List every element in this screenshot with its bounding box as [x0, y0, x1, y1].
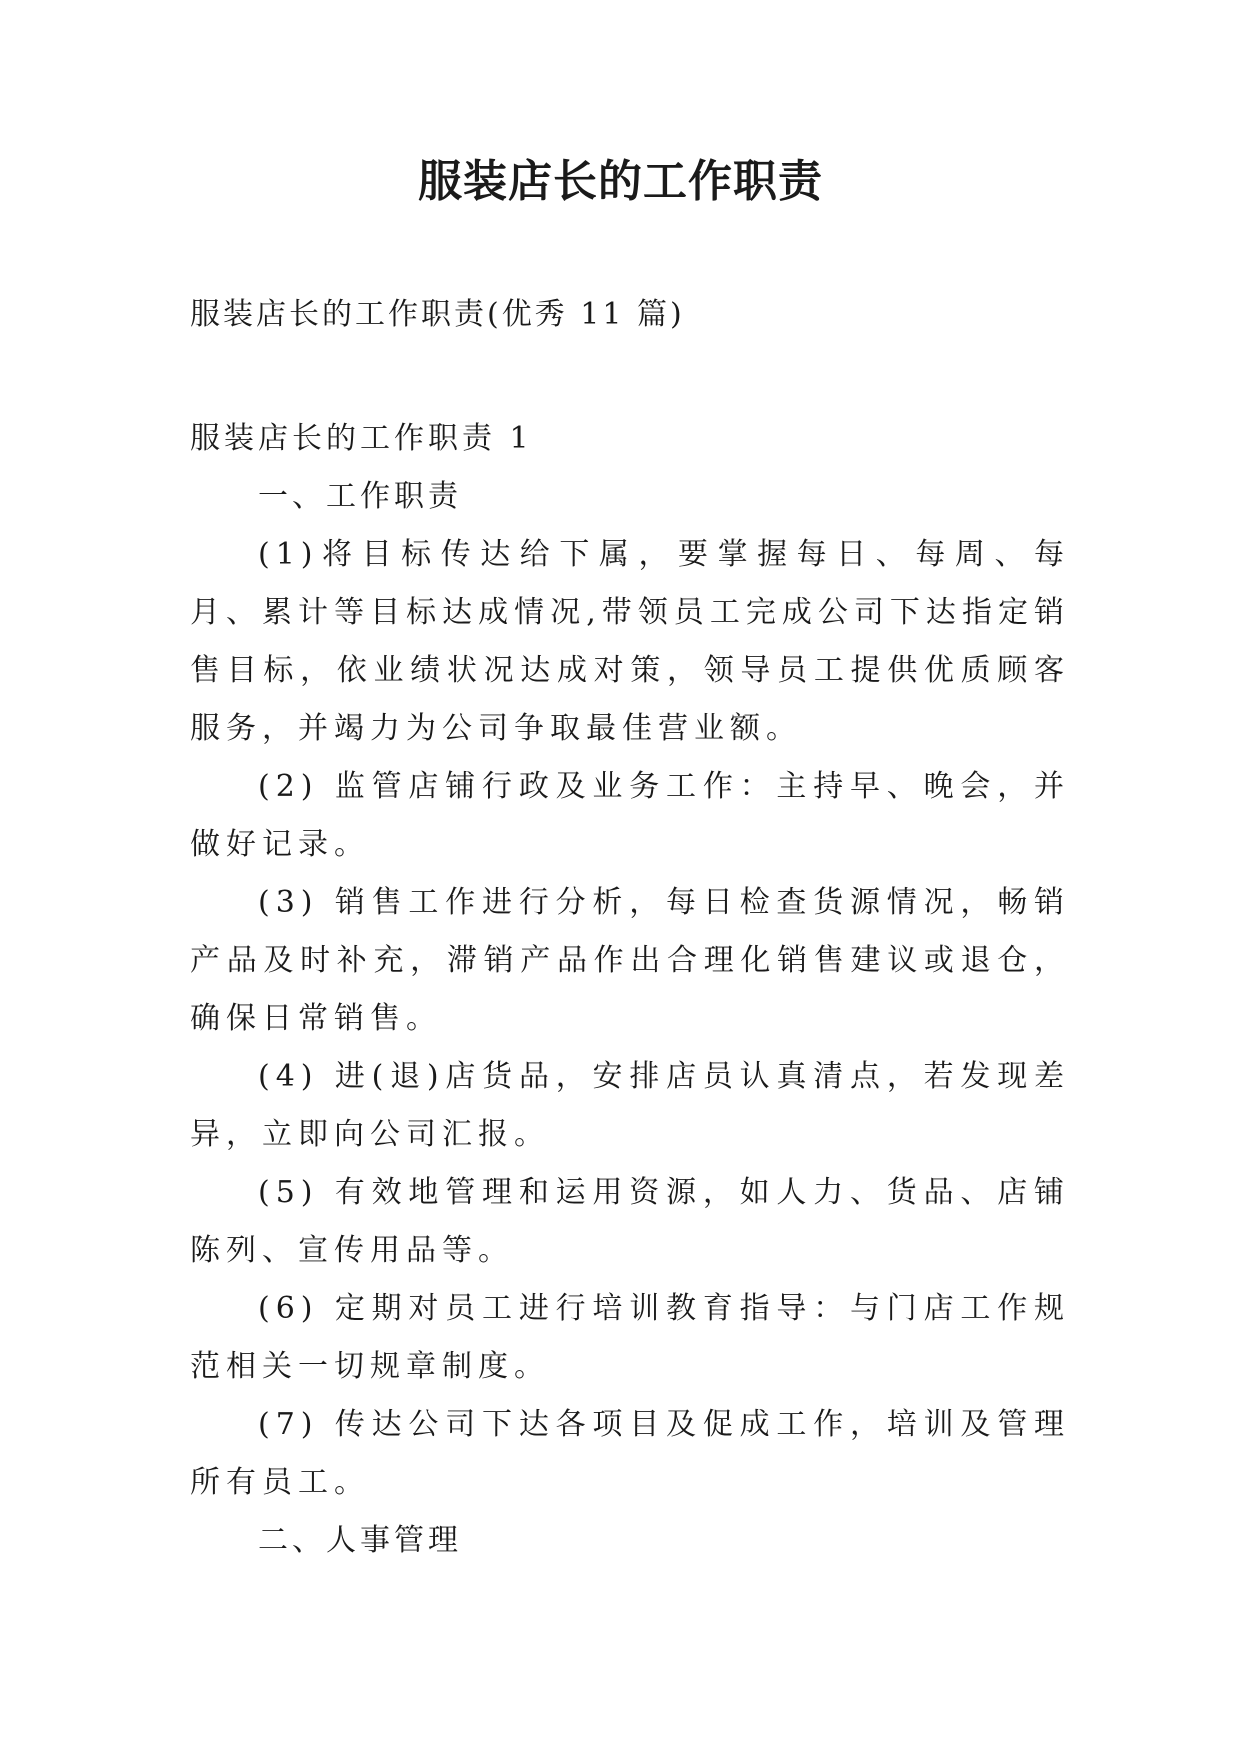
part-two-heading: 二、人事管理 [258, 1523, 462, 1558]
duty-item-2: (2) 监管店铺行政及业务工作：主持早、晚会，并做好记录。 [190, 769, 1070, 862]
duty-item-6: (6) 定期对员工进行培训教育指导：与门店工作规范相关一切规章制度。 [190, 1291, 1070, 1384]
document-body [190, 410, 1070, 1570]
duty-item-4: (4) 进(退)店货品，安排店员认真清点，若发现差异，立即向公司汇报。 [190, 1059, 1070, 1152]
duty-item-7: (7) 传达公司下达各项目及促成工作，培训及管理所有员工。 [190, 1407, 1070, 1500]
part-one-heading: 一、工作职责 [258, 479, 462, 514]
duty-item-3: (3) 销售工作进行分析，每日检查货源情况，畅销产品及时补充，滞销产品作出合理化销售建议或退仓，确保日常销售。 [190, 885, 1070, 1036]
document-title: 服装店长的工作职责 [418, 156, 823, 207]
duty-item-5: (5) 有效地管理和运用资源，如人力、货品、店铺陈列、宣传用品等。 [190, 1175, 1070, 1268]
duty-item-1: (1)将目标传达给下属，要掌握每日、每周、每月、累计等目标达成情况,带领员工完成公司下达指定销售目标，依业绩状况达成对策，领导员工提供优质顾客服务，并竭力为公司争取最佳营业额。 [190, 537, 1070, 746]
section-heading: 服装店长的工作职责 1 [190, 421, 533, 456]
document-subtitle: 服装店长的工作职责(优秀 11 篇) [190, 297, 685, 332]
